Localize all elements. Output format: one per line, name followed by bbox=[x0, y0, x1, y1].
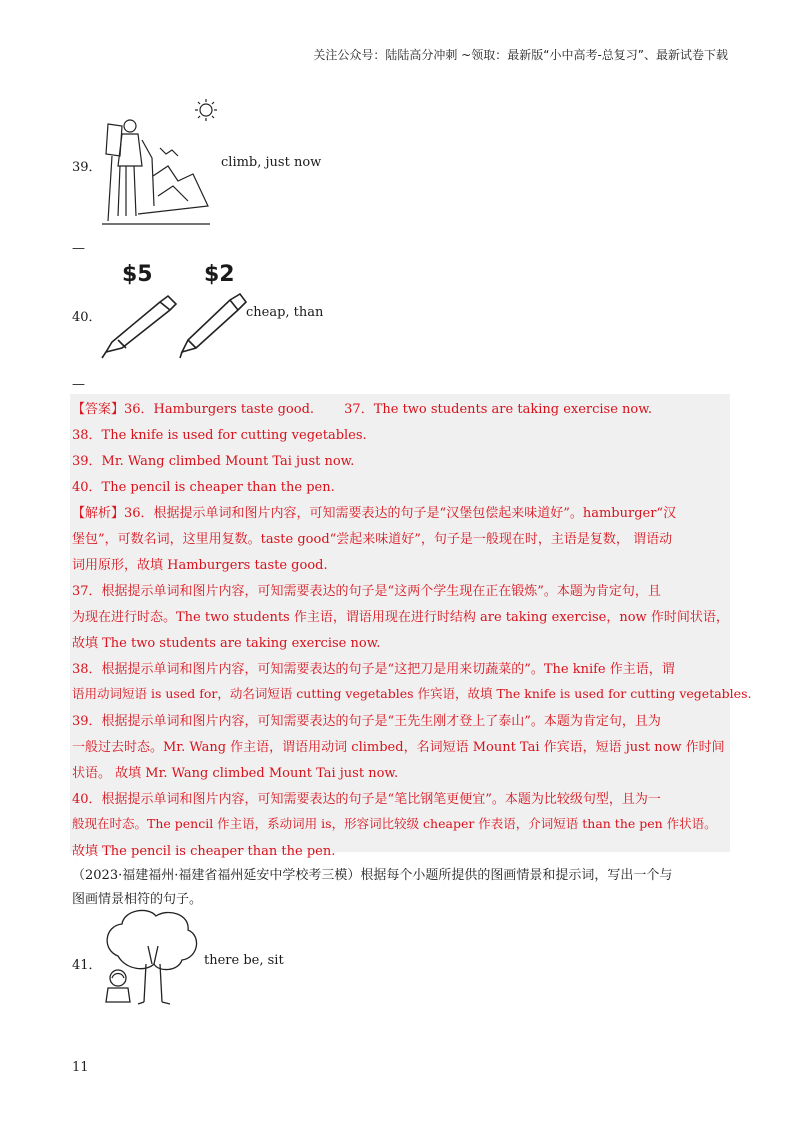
pen-pencil-picture bbox=[98, 290, 250, 360]
analysis-line: 故填 The two students are taking exercise now. bbox=[72, 636, 381, 651]
analysis-line: 般现在时态。The pencil 作主语，系动词用 is，形容词比较级 cheaper 作表语，介词短语 than the pen 作状语。 bbox=[72, 816, 717, 831]
question-41-hint: there be, sit bbox=[204, 953, 284, 968]
analysis-line: 37．根据提示单词和图片内容，可知需要表达的句子是“这两个学生现在正在锻炼”。本题为肯定句，且 bbox=[72, 584, 661, 599]
question-41-number: 41． bbox=[72, 958, 102, 973]
page-header: 关注公众号：陆陆高分冲刺 ~领取：最新版“小中高考-总复习”、最新试卷下载 bbox=[313, 48, 728, 62]
question-39-number: 39． bbox=[72, 160, 102, 175]
section-instructions-line1: （2023·福建福州·福建省福州延安中学校考三模）根据每个小题所提供的图画情景和提示词，写出一个与 bbox=[72, 868, 673, 883]
pen-price-label: $5 bbox=[122, 262, 153, 287]
analysis-line: 【解析】36．根据提示单词和图片内容，可知需要表达的句子是“汉堡包偿起来味道好”。hamburger“汉 bbox=[72, 506, 677, 521]
analysis-line: 故填 The pencil is cheaper than the pen. bbox=[72, 844, 336, 859]
climber-picture bbox=[98, 96, 218, 226]
section-instructions-line2: 图画情景相符的句子。 bbox=[72, 892, 203, 907]
question-40-hint: cheap, than bbox=[246, 305, 324, 320]
analysis-line: 堡包”，可数名词，这里用复数。taste good“尝起来味道好”，句子是一般现在时，主语是复数， 谓语动 bbox=[72, 532, 673, 547]
question-40-answer-blank: — bbox=[72, 377, 85, 392]
analysis-line: 39．根据提示单词和图片内容，可知需要表达的句子是“王先生刚才登上了泰山”。本题为肯定句，且为 bbox=[72, 714, 661, 729]
page-number: 11 bbox=[72, 1060, 89, 1075]
answer-line: 38．The knife is used for cutting vegetables. bbox=[72, 428, 367, 443]
analysis-line: 状语。 故填 Mr. Wang climbed Mount Tai just now. bbox=[72, 766, 399, 781]
question-40-number: 40． bbox=[72, 310, 102, 325]
answer-line: 39．Mr. Wang climbed Mount Tai just now. bbox=[72, 454, 355, 469]
analysis-line: 语用动词短语 is used for，动名词短语 cutting vegetables 作宾语，故填 The knife is used for cutting vegetables. bbox=[72, 686, 752, 701]
pencil-price-label: $2 bbox=[204, 262, 235, 287]
analysis-line: 38．根据提示单词和图片内容，可知需要表达的句子是“这把刀是用来切蔬菜的”。The knife 作主语，谓 bbox=[72, 662, 675, 677]
pen-and-pencil-illustration bbox=[98, 290, 250, 360]
tree-picture bbox=[98, 906, 202, 1006]
climber-illustration bbox=[98, 96, 218, 226]
question-39-hint: climb, just now bbox=[221, 155, 322, 170]
analysis-line: 词用原形，故填 Hamburgers taste good. bbox=[72, 558, 328, 573]
question-39-answer-blank: — bbox=[72, 241, 85, 256]
answer-line: 【答案】36．Hamburgers taste good. 37．The two students are taking exercise now. bbox=[72, 402, 652, 417]
tree-and-child-illustration bbox=[98, 906, 202, 1006]
analysis-line: 为现在进行时态。The two students 作主语，谓语用现在进行时结构 are taking exercise，now 作时间状语， bbox=[72, 610, 729, 625]
answer-line: 40．The pencil is cheaper than the pen. bbox=[72, 480, 335, 495]
analysis-line: 40．根据提示单词和图片内容，可知需要表达的句子是“笔比钢笔更便宜”。本题为比较级句型，且为一 bbox=[72, 792, 661, 807]
analysis-line: 一般过去时态。Mr. Wang 作主语，谓语用动词 climbed，名词短语 Mount Tai 作宾语，短语 just now 作时间 bbox=[72, 740, 725, 755]
